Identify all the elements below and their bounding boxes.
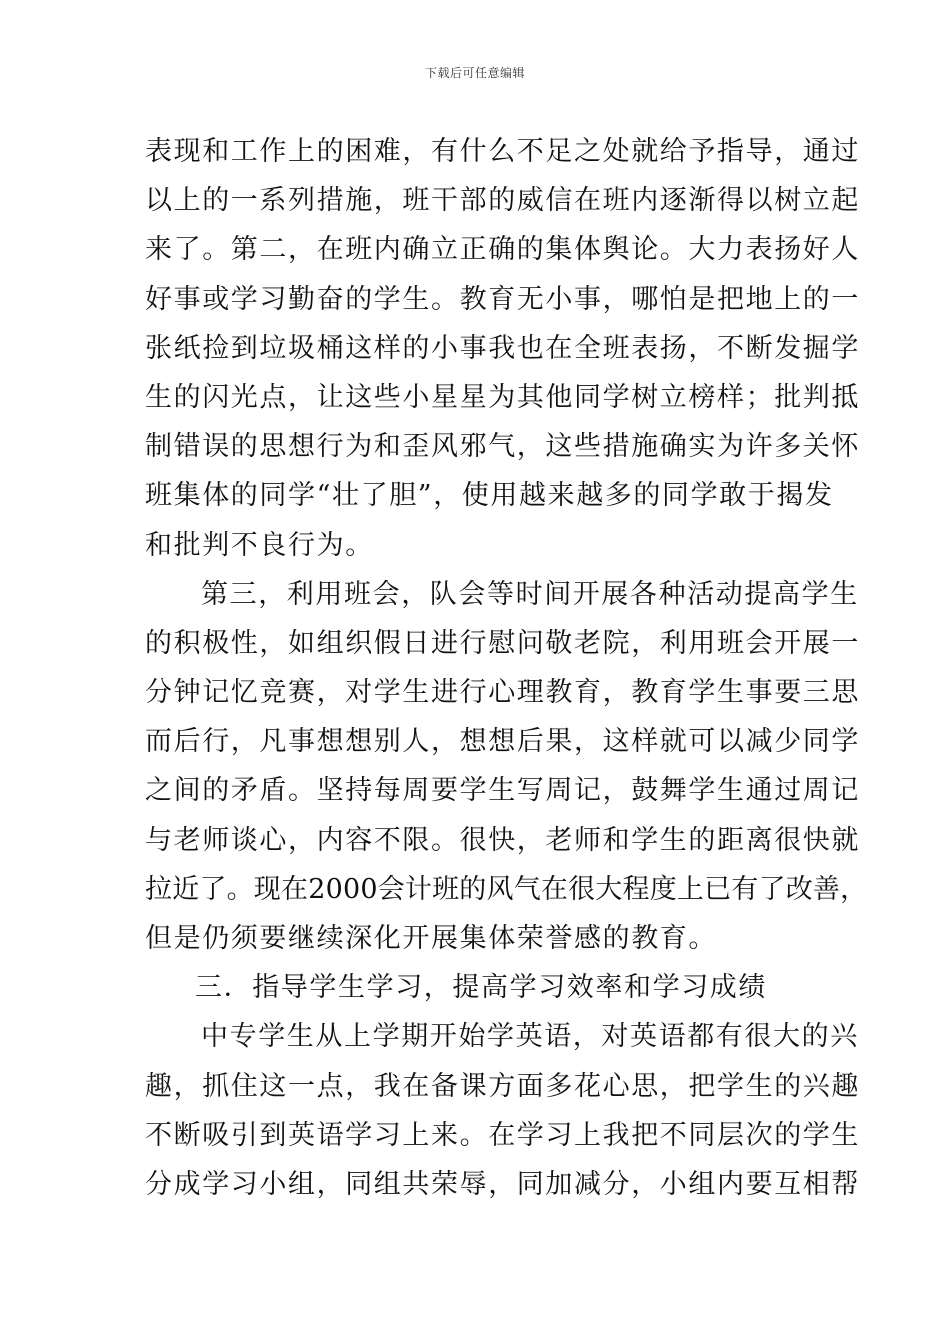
paragraph-start-line: 中专学生从上学期开始学英语，对英语都有很大的兴 — [201, 1021, 859, 1053]
text-line: 拉近了。现在2000会计班的风气在很大程度上已有了改善， — [145, 873, 868, 905]
text-line: 分钟记忆竞赛，对学生进行心理教育，教育学生事要三思 — [145, 677, 860, 709]
text-line: 但是仍须要继续深化开展集体荣誉感的教育。 — [145, 923, 717, 954]
text-line: 生的闪光点，让这些小星星为其他同学树立榜样；批判抵 — [145, 381, 860, 413]
text-line: 分成学习小组，同组共荣辱，同加减分，小组内要互相帮 — [145, 1168, 860, 1200]
text-line: 的积极性，如组织假日进行慰问敬老院，利用班会开展一 — [145, 627, 860, 659]
text-line: 制错误的思想行为和歪风邪气，这些措施确实为许多关怀 — [145, 431, 860, 463]
text-line: 好事或学习勤奋的学生。教育无小事，哪怕是把地上的一 — [145, 283, 860, 315]
document-body — [145, 127, 868, 1209]
page-header: 下载后可任意编辑 — [424, 66, 525, 80]
text-line: 趣，抓住这一点，我在备课方面多花心思，把学生的兴趣 — [145, 1070, 860, 1102]
paragraph-start-line: 第三，利用班会，队会等时间开展各种活动提高学生 — [201, 578, 859, 610]
text-line: 以上的一系列措施，班干部的威信在班内逐渐得以树立起 — [145, 185, 860, 217]
text-line: 表现和工作上的困难，有什么不足之处就给予指导，通过 — [145, 136, 860, 167]
text-line: 与老师谈心，内容不限。很快，老师和学生的距离很快就 — [145, 824, 860, 856]
text-line: 来了。第二，在班内确立正确的集体舆论。大力表扬好人 — [145, 234, 860, 266]
text-line: 张纸捡到垃圾桶这样的小事我也在全班表扬，不断发掘学 — [145, 332, 860, 364]
text-line: 班集体的同学“壮了胆”，使用越来越多的同学敢于揭发 — [145, 480, 834, 512]
text-line: 和批判不良行为。 — [145, 529, 374, 561]
text-line: 不断吸引到英语学习上来。在学习上我把不同层次的学生 — [145, 1119, 860, 1151]
section-heading: 三．指导学生学习，提高学习效率和学习成绩 — [195, 972, 767, 1004]
text-line: 而后行，凡事想想别人，想想后果，这样就可以减少同学 — [145, 726, 860, 758]
text-line: 之间的矛盾。坚持每周要学生写周记，鼓舞学生通过周记 — [145, 775, 860, 807]
